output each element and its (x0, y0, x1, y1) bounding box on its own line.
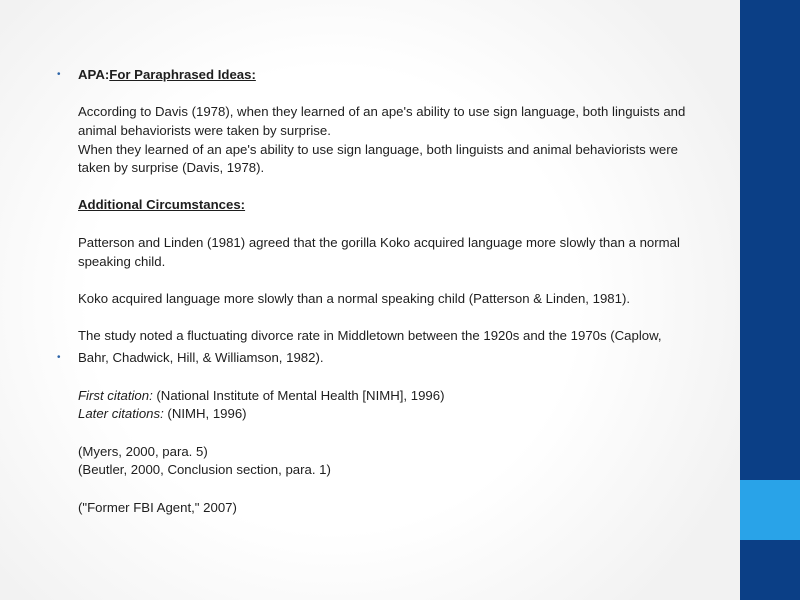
fbi-citation: ("Former FBI Agent," 2007) (78, 500, 237, 515)
beutler-citation: (Beutler, 2000, Conclusion section, para. 1) (78, 462, 331, 477)
additional-line-3: Koko acquired language more slowly than a normal speaking child (Patterson & Linden, 1981). (78, 291, 631, 306)
first-citation-value: (National Institute of Mental Health [NIMH], 1996) (152, 388, 445, 403)
bullet-marker: • (57, 69, 61, 80)
paraphrase-line-3: When they learned of an ape's ability to use sign language, both linguists and animal behaviorists were (78, 142, 678, 157)
paraphrase-line-1: According to Davis (1978), when they learned of an ape's ability to use sign language, both linguists and (78, 104, 686, 119)
apa-label: APA: (78, 67, 110, 82)
additional-line-5: Bahr, Chadwick, Hill, & Williamson, 1982). (78, 350, 324, 365)
myers-citation: (Myers, 2000, para. 5) (78, 444, 208, 459)
additional-line-4: The study noted a fluctuating divorce rate in Middletown between the 1920s and the 1970s (Caplow, (78, 328, 662, 343)
additional-circumstances-heading: Additional Circumstances: (78, 197, 246, 212)
later-citation-value: (NIMH, 1996) (163, 406, 247, 421)
additional-line-2: speaking child. (78, 254, 166, 269)
bullet-marker: • (57, 352, 61, 363)
additional-line-1: Patterson and Linden (1981) agreed that the gorilla Koko acquired language more slowly than a normal (78, 235, 680, 250)
apa-heading-line (78, 66, 256, 84)
accent-block (740, 480, 800, 540)
later-citation-label: Later citations: (78, 406, 164, 421)
first-citation-label: First citation: (78, 388, 153, 403)
paraphrased-ideas-heading: For Paraphrased Ideas: (109, 67, 256, 82)
paraphrase-line-4: taken by surprise (Davis, 1978). (78, 160, 265, 175)
later-citation-line (78, 405, 247, 423)
first-citation-line (78, 387, 444, 405)
paraphrase-line-2: animal behaviorists were taken by surprise. (78, 123, 331, 138)
